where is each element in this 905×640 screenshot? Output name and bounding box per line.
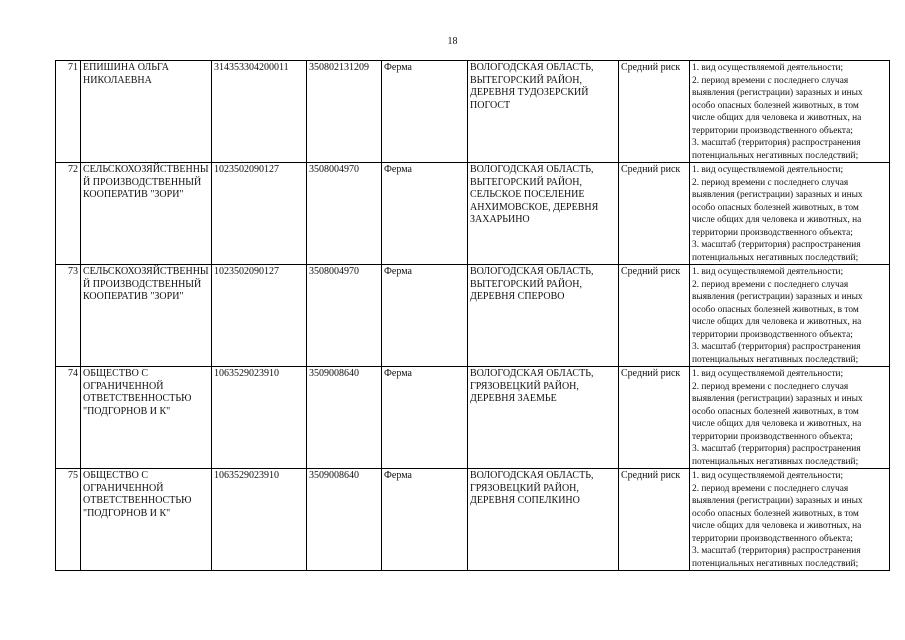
criteria-line: особо опасных болезней животных, в том bbox=[692, 406, 859, 417]
risk-criteria-cell bbox=[690, 163, 890, 265]
organization-name: ОБЩЕСТВО С ОГРАНИЧЕННОЙ ОТВЕТСТВЕННОСТЬЮ "ПОДГОРНОВ И К" bbox=[81, 469, 212, 571]
criteria-line: особо опасных болезней животных, в том bbox=[692, 304, 859, 315]
criteria-line: 2. период времени с последнего случая bbox=[692, 381, 849, 392]
criteria-line: потенциальных негативных последствий; bbox=[692, 456, 859, 467]
row-number: 73 bbox=[56, 265, 81, 367]
address-cell: ВОЛОГОДСКАЯ ОБЛАСТЬ, ВЫТЕГОРСКИЙ РАЙОН, СЕЛЬСКОЕ ПОСЕЛЕНИЕ АНХИМОВСКОЕ, ДЕРЕВНЯ ЗАХАРЬИНО bbox=[468, 163, 619, 265]
risk-category-cell: Средний риск bbox=[619, 265, 690, 367]
table-row bbox=[56, 61, 890, 163]
risk-category-cell: Средний риск bbox=[619, 469, 690, 571]
criteria-line: особо опасных болезней животных, в том bbox=[692, 100, 859, 111]
criteria-line: 2. период времени с последнего случая bbox=[692, 483, 849, 494]
risk-criteria-cell bbox=[690, 367, 890, 469]
risk-criteria-cell bbox=[690, 265, 890, 367]
object-type-cell: Ферма bbox=[382, 163, 468, 265]
criteria-line: особо опасных болезней животных, в том bbox=[692, 202, 859, 213]
ogrn-cell: 1063529023910 bbox=[212, 367, 307, 469]
ogrn-cell: 314353304200011 bbox=[212, 61, 307, 163]
row-number: 74 bbox=[56, 367, 81, 469]
row-number: 75 bbox=[56, 469, 81, 571]
criteria-line: территории производственного объекта; bbox=[692, 431, 853, 442]
risk-criteria-cell bbox=[690, 61, 890, 163]
registry-table bbox=[55, 60, 890, 571]
criteria-line: территории производственного объекта; bbox=[692, 125, 853, 136]
table-row bbox=[56, 163, 890, 265]
inn-cell: 350802131209 bbox=[307, 61, 382, 163]
criteria-line: потенциальных негативных последствий; bbox=[692, 252, 859, 263]
criteria-line: числе общих для человека и животных, на bbox=[692, 419, 862, 429]
criteria-line: особо опасных болезней животных, в том bbox=[692, 508, 859, 519]
inn-cell: 3509008640 bbox=[307, 367, 382, 469]
criteria-line: 1. вид осуществляемой деятельности; bbox=[692, 471, 844, 481]
criteria-line: 2. период времени с последнего случая bbox=[692, 177, 849, 188]
criteria-line: 1. вид осуществляемой деятельности; bbox=[692, 369, 844, 379]
criteria-line: выявления (регистрации) заразных и иных bbox=[692, 496, 863, 506]
criteria-line: числе общих для человека и животных, на bbox=[692, 317, 862, 327]
row-number: 71 bbox=[56, 61, 81, 163]
criteria-line: выявления (регистрации) заразных и иных bbox=[692, 88, 863, 98]
row-number: 72 bbox=[56, 163, 81, 265]
address-cell: ВОЛОГОДСКАЯ ОБЛАСТЬ, ГРЯЗОВЕЦКИЙ РАЙОН, ДЕРЕВНЯ ЗАЕМЬЕ bbox=[468, 367, 619, 469]
object-type-cell: Ферма bbox=[382, 469, 468, 571]
criteria-line: потенциальных негативных последствий; bbox=[692, 150, 859, 161]
criteria-line: 3. масштаб (территория) распространения bbox=[692, 342, 861, 352]
criteria-line: выявления (регистрации) заразных и иных bbox=[692, 190, 863, 200]
organization-name: СЕЛЬСКОХОЗЯЙСТВЕННЫЙ ПРОИЗВОДСТВЕННЫЙ КООПЕРАТИВ "ЗОРИ" bbox=[81, 265, 212, 367]
page-number: 18 bbox=[447, 36, 458, 47]
inn-cell: 3508004970 bbox=[307, 265, 382, 367]
organization-name: ОБЩЕСТВО С ОГРАНИЧЕННОЙ ОТВЕТСТВЕННОСТЬЮ "ПОДГОРНОВ И К" bbox=[81, 367, 212, 469]
organization-name: СЕЛЬСКОХОЗЯЙСТВЕННЫЙ ПРОИЗВОДСТВЕННЫЙ КООПЕРАТИВ "ЗОРИ" bbox=[81, 163, 212, 265]
criteria-line: числе общих для человека и животных, на bbox=[692, 113, 862, 123]
criteria-line: 3. масштаб (территория) распространения bbox=[692, 138, 861, 148]
ogrn-cell: 1063529023910 bbox=[212, 469, 307, 571]
risk-category-cell: Средний риск bbox=[619, 61, 690, 163]
table-row bbox=[56, 367, 890, 469]
inn-cell: 3509008640 bbox=[307, 469, 382, 571]
criteria-line: выявления (регистрации) заразных и иных bbox=[692, 394, 863, 404]
address-cell: ВОЛОГОДСКАЯ ОБЛАСТЬ, ВЫТЕГОРСКИЙ РАЙОН, ДЕРЕВНЯ СПЕРОВО bbox=[468, 265, 619, 367]
criteria-line: числе общих для человека и животных, на bbox=[692, 521, 862, 531]
ogrn-cell: 1023502090127 bbox=[212, 265, 307, 367]
criteria-line: потенциальных негативных последствий; bbox=[692, 558, 859, 569]
organization-name: ЕПИШИНА ОЛЬГА НИКОЛАЕВНА bbox=[81, 61, 212, 163]
object-type-cell: Ферма bbox=[382, 61, 468, 163]
object-type-cell: Ферма bbox=[382, 265, 468, 367]
criteria-line: 1. вид осуществляемой деятельности; bbox=[692, 165, 844, 175]
criteria-line: 3. масштаб (территория) распространения bbox=[692, 546, 861, 556]
criteria-line: 3. масштаб (территория) распространения bbox=[692, 444, 861, 454]
table-row bbox=[56, 469, 890, 571]
address-cell: ВОЛОГОДСКАЯ ОБЛАСТЬ, ГРЯЗОВЕЦКИЙ РАЙОН, ДЕРЕВНЯ СОПЕЛКИНО bbox=[468, 469, 619, 571]
inn-cell: 3508004970 bbox=[307, 163, 382, 265]
ogrn-cell: 1023502090127 bbox=[212, 163, 307, 265]
criteria-line: территории производственного объекта; bbox=[692, 329, 853, 340]
criteria-line: 2. период времени с последнего случая bbox=[692, 75, 849, 86]
criteria-line: 1. вид осуществляемой деятельности; bbox=[692, 63, 844, 73]
criteria-line: числе общих для человека и животных, на bbox=[692, 215, 862, 225]
criteria-line: потенциальных негативных последствий; bbox=[692, 354, 859, 365]
risk-criteria-cell bbox=[690, 469, 890, 571]
criteria-line: выявления (регистрации) заразных и иных bbox=[692, 292, 863, 302]
criteria-line: территории производственного объекта; bbox=[692, 227, 853, 238]
risk-category-cell: Средний риск bbox=[619, 163, 690, 265]
object-type-cell: Ферма bbox=[382, 367, 468, 469]
criteria-line: 2. период времени с последнего случая bbox=[692, 279, 849, 290]
criteria-line: 3. масштаб (территория) распространения bbox=[692, 240, 861, 250]
criteria-line: 1. вид осуществляемой деятельности; bbox=[692, 267, 844, 277]
table-row bbox=[56, 265, 890, 367]
address-cell: ВОЛОГОДСКАЯ ОБЛАСТЬ, ВЫТЕГОРСКИЙ РАЙОН, ДЕРЕВНЯ ТУДОЗЕРСКИЙ ПОГОСТ bbox=[468, 61, 619, 163]
risk-category-cell: Средний риск bbox=[619, 367, 690, 469]
criteria-line: территории производственного объекта; bbox=[692, 533, 853, 544]
